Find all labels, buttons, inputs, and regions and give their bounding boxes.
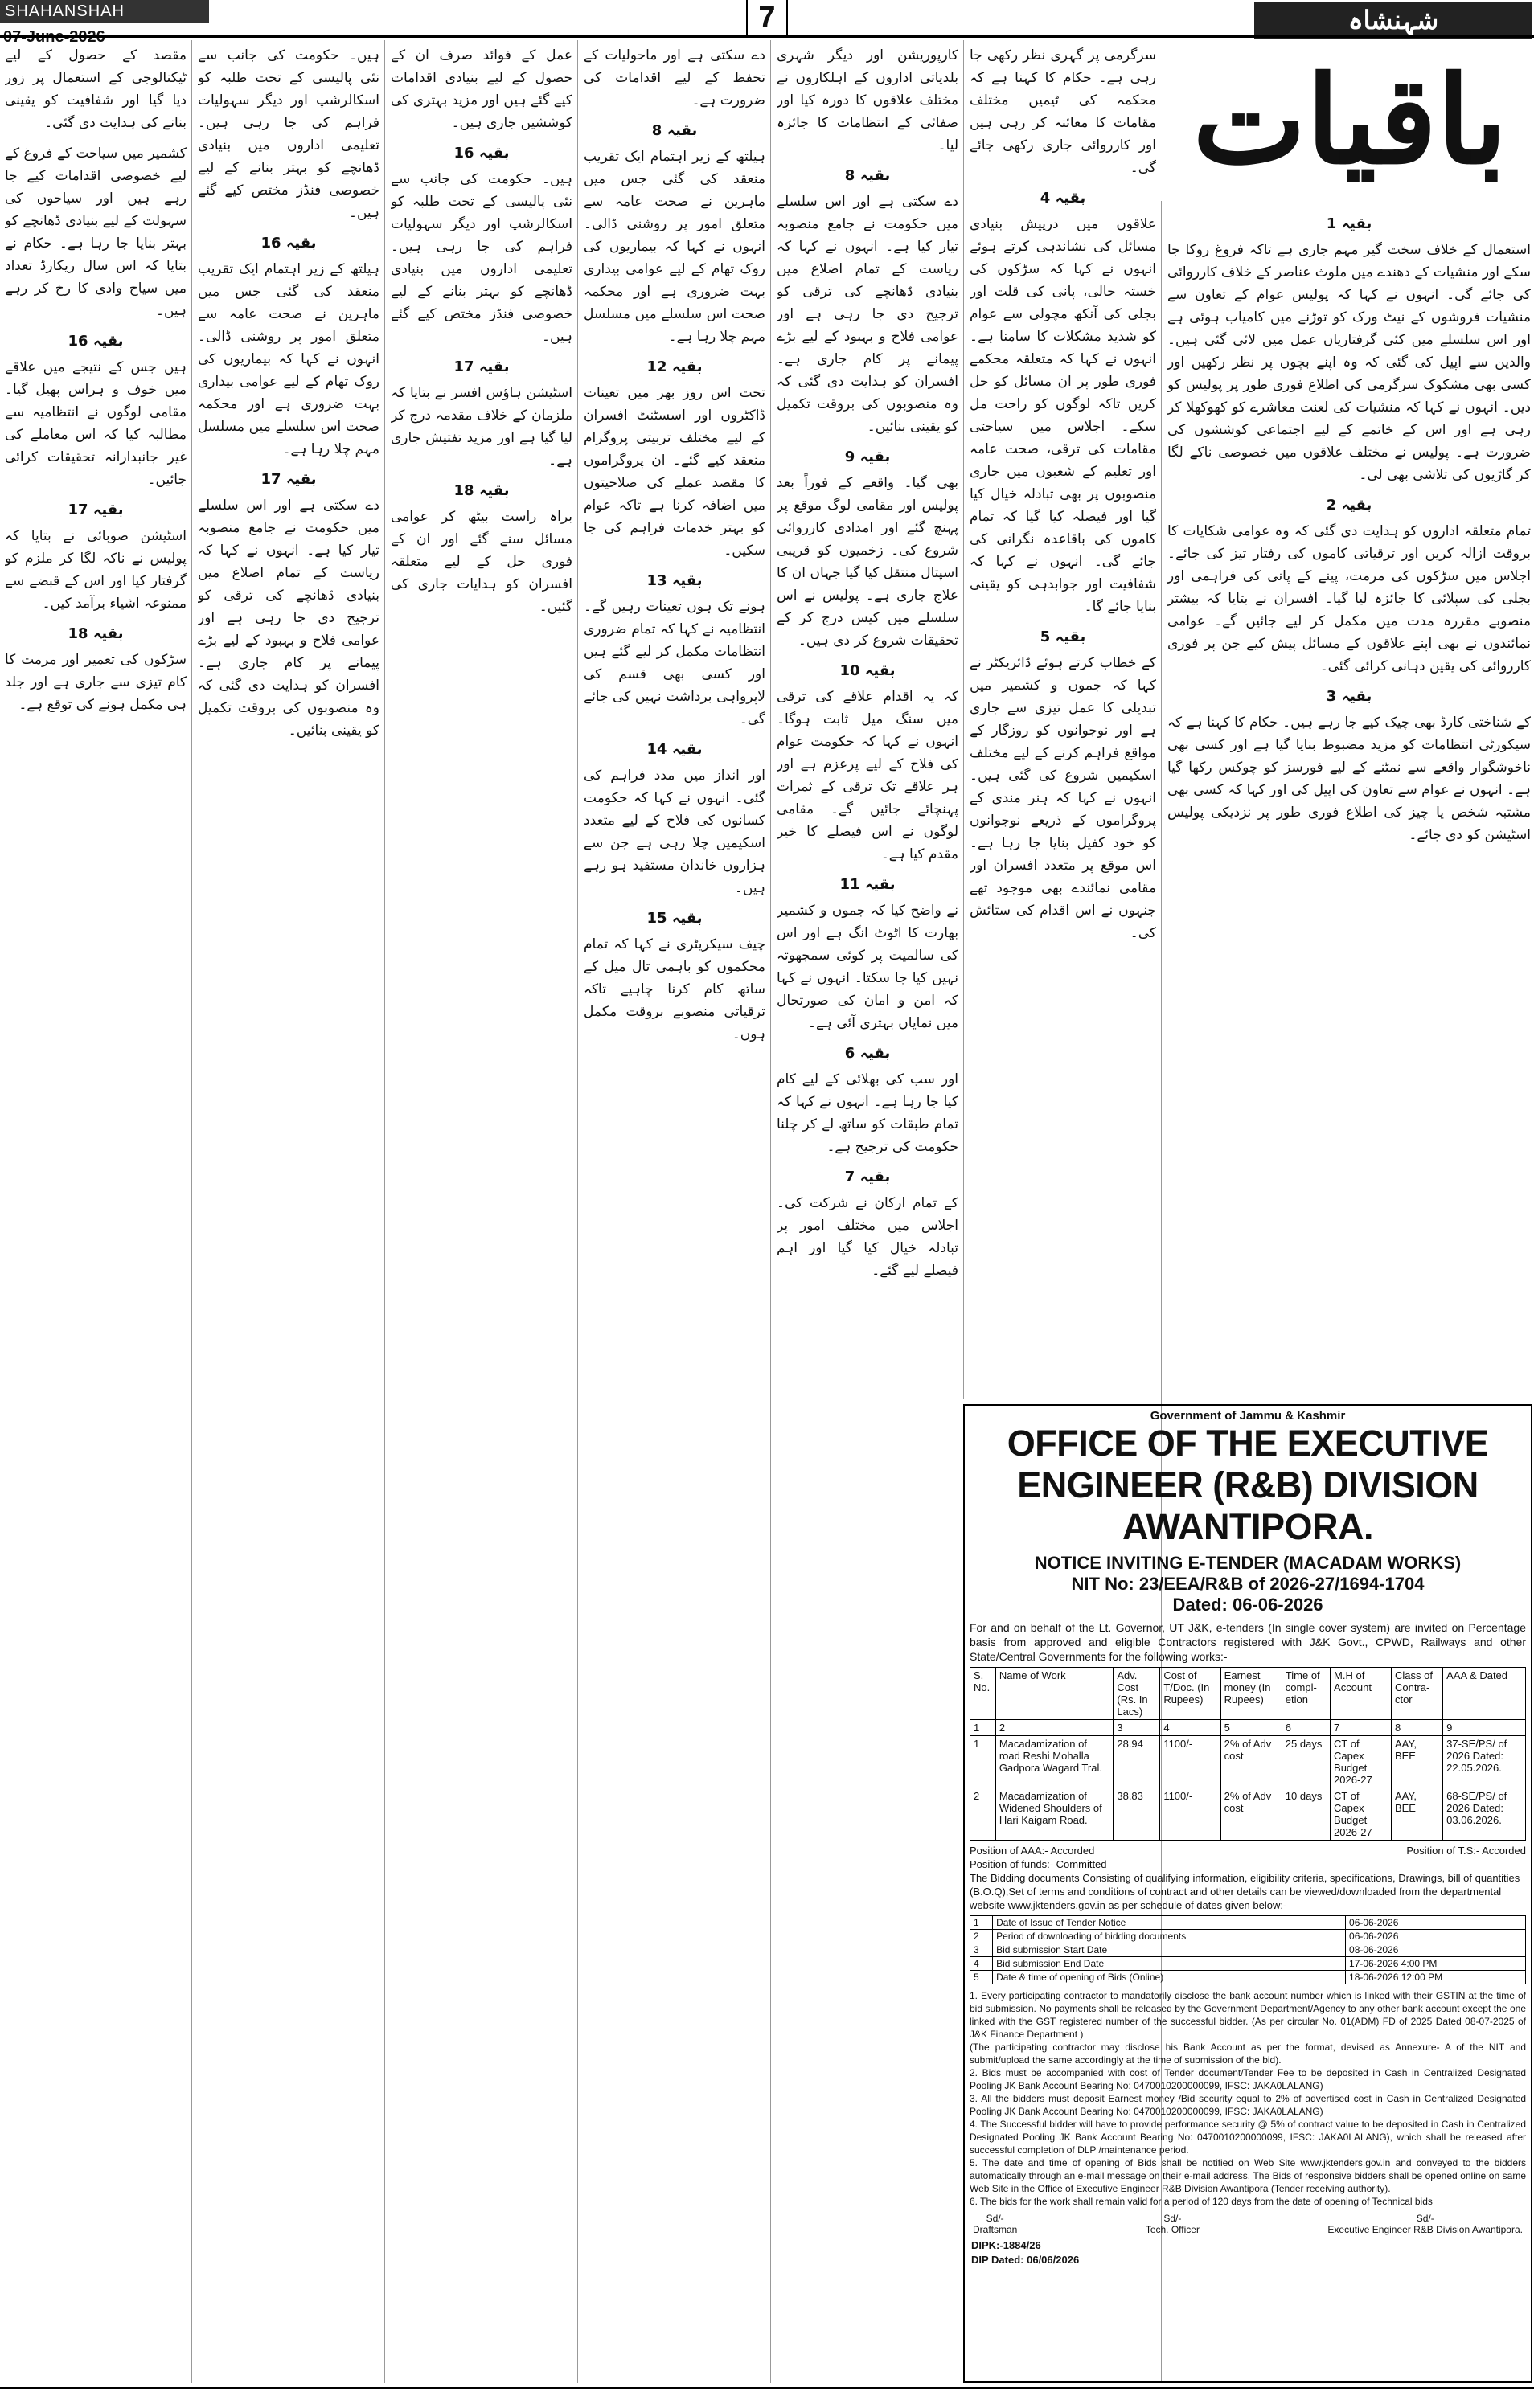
term-item: 2. Bids must be accompanied with cost of Tender document/Tender Fee to be deposited in Cash in Centralized Designated Pooling JK Bank Account Bearing No: 0470010200000099, IFSC: JAKA0LALANG) (970, 2067, 1526, 2091)
column-number: 4 (1160, 1720, 1220, 1736)
section-heading: بقیہ 11 (839, 876, 896, 893)
schedule-date: 08-06-2026 (1346, 1943, 1526, 1957)
schedule-no: 5 (970, 1971, 993, 1984)
section-body: براہ راست بیٹھ کر عوامی مسائل سنے گئے اور ان کے فوری حل کے لیے متعلقہ افسران کو ہدایات جاری کی گئیں۔ (391, 509, 572, 615)
article-column-4 (584, 44, 765, 2379)
section-heading: بقیہ 8 (651, 122, 698, 139)
table-cell: AAY, BEE (1391, 1736, 1442, 1788)
newspaper-name: SHAHANSHAH (0, 0, 209, 23)
footer-rule (0, 2387, 1534, 2389)
section-heading: بقیہ 4 (1040, 190, 1086, 207)
table-cell: 10 days (1282, 1788, 1330, 1841)
section-body: کے خطاب کرتے ہوئے ڈائریکٹر نے کہا کہ جموں و کشمیر میں تبدیلی کا عمل تیزی سے جاری ہے اور نوجوانوں کو روزگار کے مواقع فراہم کرنے کے لیے مختلف اسکیمیں شروع کی گئی ہیں۔ انہوں نے کہا کہ ہنر مندی کے پروگراموں کے ذریعے نوجوانوں کو خود کفیل بنایا جا رہا ہے۔ اس موقع پر متعدد افسران اور مقامی نمائندے بھی موجود تھے جنہوں نے اس اقدام کی ستائش کی۔ (970, 655, 1156, 941)
section-body: دے سکتی ہے اور ماحولیات کے تحفظ کے لیے اقدامات کی ضرورت ہے۔ (584, 47, 765, 109)
section-body: سرگرمی پر گہری نظر رکھی جا رہی ہے۔ حکام کا کہنا ہے کہ محکمہ کی ٹیمیں مختلف مقامات کا معائنہ کر رہی ہیں اور کارروائی جاری رکھی جائے گی۔ (970, 47, 1156, 176)
section-body: علاقوں میں درپیش بنیادی مسائل کی نشاندہی کرتے ہوئے انہوں نے کہا کہ سڑکوں کی خستہ حالی، پانی کی قلت اور بجلی کی آنکھ مچولی سے عوام کو شدید مشکلات کا سامنا ہے۔ انہوں نے کہا کہ متعلقہ محکمے فوری طور پر ان مسائل کو حل کریں تاکہ لوگوں کو راحت مل سکے۔ اجلاس میں سیاحتی مقامات کی ترقی، صحت عامہ اور تعلیم کے شعبوں میں جاری منصوبوں پر بھی تبادلہ خیال کیا گیا اور فیصلہ کیا گیا کہ تمام کاموں کی باقاعدہ نگرانی کی جائے گی۔ انہوں نے کہا کہ شفافیت اور جوابدہی کو یقینی بنایا جائے گا۔ (970, 216, 1156, 615)
table-cell: 28.94 (1114, 1736, 1160, 1788)
section-body: ہیں جس کے نتیجے میں علاقے میں خوف و ہراس پھیل گیا۔ مقامی لوگوں نے انتظامیہ سے مطالبہ کیا کہ اس معاملے کی غیر جانبدارانہ تحقیقات کرائی جائیں۔ (5, 359, 187, 488)
section-heading: بقیہ 16 (260, 235, 317, 252)
signature-sd: Sd/- (986, 2213, 1004, 2224)
section-headline: باقیات (1192, 50, 1507, 191)
signature-sd: Sd/- (1163, 2213, 1182, 2224)
table-header: S. No. (970, 1668, 996, 1720)
dip-date: DIP Dated: 06/06/2026 (971, 2254, 1080, 2266)
column-number: 9 (1443, 1720, 1526, 1736)
schedule-item: Date & time of opening of Bids (Online) (993, 1971, 1346, 1984)
section-heading: بقیہ 16 (453, 145, 510, 162)
table-cell: 1100/- (1160, 1736, 1220, 1788)
schedule-row (970, 1916, 1526, 1930)
table-header: Earnest money (In Rupees) (1220, 1668, 1282, 1720)
schedule-no: 1 (970, 1916, 993, 1930)
table-cell: 1100/- (1160, 1788, 1220, 1841)
table-row (970, 1788, 1526, 1841)
section-heading: بقیہ 12 (646, 358, 703, 375)
column-number: 3 (1114, 1720, 1160, 1736)
section-body: چیف سیکریٹری نے کہا کہ تمام محکموں کو باہمی تال میل کے ساتھ کام کرنا چاہیے تاکہ ترقیاتی منصوبے بروقت مکمل ہوں۔ (584, 936, 765, 1042)
section-body: اور سب کی بھلائی کے لیے کام کیا جا رہا ہے۔ انہوں نے کہا کہ تمام طبقات کو ساتھ لے کر چلنا حکومت کی ترجیح ہے۔ (777, 1071, 958, 1155)
signature (1327, 2213, 1523, 2235)
newspaper-logo: شہنشاہ (1254, 2, 1532, 39)
notice-intro: For and on behalf of the Lt. Governor, UT J&K, e-tenders (In single cover system) are invited on Percentage basis from approved and eligible Contractors registered with J&K Govt., CPWD, Railways and other State/Central Governments for the following works:- (970, 1621, 1526, 1663)
schedule-date: 18-06-2026 12:00 PM (1346, 1971, 1526, 1984)
column-divider (770, 40, 771, 2383)
term-item: 6. The bids for the work shall remain valid for a period of 120 days from the date of opening of Technical bids (970, 2196, 1433, 2207)
notice-date: Dated: 06-06-2026 (1172, 1595, 1323, 1615)
schedule-item: Period of downloading of bidding documents (993, 1930, 1346, 1943)
column-number: 7 (1331, 1720, 1392, 1736)
term-item: 4. The Successful bidder will have to provide performance security @ 5% of contract value to be deposited in Cash in Centralized Designated Pooling JK Bank Account Bearing No: 0470010200000099, IFSC: JAKA0LALANG), which shall be released after successful completion of DLP /maintenance period. (970, 2119, 1526, 2156)
signature-title: Draftsman (973, 2224, 1018, 2235)
position-funds: Position of funds:- Committed (970, 1858, 1107, 1870)
position-ts: Position of T.S:- Accorded (1406, 1845, 1526, 1857)
position-aaa: Position of AAA:- Accorded (970, 1845, 1095, 1857)
table-cell: 2% of Adv cost (1220, 1788, 1282, 1841)
article-column-5 (391, 44, 572, 2379)
column-number: 5 (1220, 1720, 1282, 1736)
table-header: Time of compl-etion (1282, 1668, 1330, 1720)
section-heading: بقیہ 1 (1326, 215, 1372, 232)
section-body: ہیں۔ حکومت کی جانب سے نئی پالیسی کے تحت طلبہ کو اسکالرشپ اور دیگر سہولیات فراہم کی جا رہی ہیں۔ تعلیمی اداروں میں بنیادی ڈھانچے کو بہتر بنانے کے لیے خصوصی فنڈز مختص کیے گئے ہیں۔ (391, 171, 572, 345)
bidding-docs-text: The Bidding documents Consisting of qualifying information, eligibility criteria, specifications, Drawings, bill of quantities (B.O.Q),Set of terms and conditions of contract and other details can be viewed/downloaded from the departmental website www.jktenders.gov.in as per schedule of dates given below:- (970, 1872, 1520, 1911)
section-heading: بقیہ 5 (1040, 629, 1086, 645)
section-body: ہیلتھ کے زیر اہتمام ایک تقریب منعقد کی گئی جس میں ماہرین نے صحت عامہ سے متعلق امور پر روشنی ڈالی۔ انہوں نے کہا کہ بیماریوں کی روک تھام کے لیے عوامی بیداری بہت ضروری ہے اور محکمہ صحت اس سلسلے میں مسلسل مہم چلا رہا ہے۔ (198, 261, 379, 457)
section-heading: بقیہ 2 (1326, 497, 1372, 514)
article-column-6 (5, 44, 187, 2379)
dip-reference (965, 2235, 1531, 2271)
column-number: 6 (1282, 1720, 1330, 1736)
table-cell: Macadamization of road Reshi Mohalla Gadpora Wagard Tral. (995, 1736, 1114, 1788)
schedule-row (970, 1971, 1526, 1984)
column-number: 1 (970, 1720, 996, 1736)
table-header: M.H of Account (1331, 1668, 1392, 1720)
column-divider (963, 40, 964, 1399)
section-heading: بقیہ 8 (844, 167, 891, 184)
section-heading: بقیہ 7 (844, 1169, 891, 1186)
table-cell: CT of Capex Budget 2026-27 (1331, 1788, 1392, 1841)
table-header: Class of Contra-ctor (1391, 1668, 1442, 1720)
table-header: Adv. Cost (Rs. In Lacs) (1114, 1668, 1160, 1720)
table-header-row (970, 1668, 1526, 1720)
table-header: AAA & Dated (1443, 1668, 1526, 1720)
section-heading: بقیہ 18 (453, 482, 510, 499)
schedule-item: Bid submission Start Date (993, 1943, 1346, 1957)
table-cell: 25 days (1282, 1736, 1330, 1788)
section-heading: بقیہ 18 (68, 625, 124, 642)
section-body: اور انداز میں مدد فراہم کی گئی۔ انہوں نے کہا کہ حکومت کسانوں کی فلاح کے لیے متعدد اسکیمیں چلا رہی ہے جن سے ہزاروں خاندان مستفید ہو رہے ہیں۔ (584, 768, 765, 896)
column-number: 2 (995, 1720, 1114, 1736)
schedule-row (970, 1943, 1526, 1957)
table-cell: Macadamization of Widened Shoulders of Hari Kaigam Road. (995, 1788, 1114, 1841)
article-column-7 (198, 44, 379, 2379)
schedule-no: 3 (970, 1943, 993, 1957)
nit-number: NIT No: 23/EEA/R&B of 2026-27/1694-1704 (1071, 1574, 1425, 1594)
header-rule (0, 35, 1534, 38)
term-item: 3. All the bidders must deposit Earnest money /Bid security equal to 2% of advertised cost in Cash in Centralized Designated Pooling JK Bank Account Bearing No: 0470010200000099, IFSC: JAKA0LALANG) (970, 2093, 1526, 2117)
section-heading: بقیہ 17 (260, 471, 317, 488)
government-label: Government of Jammu & Kashmir (1150, 1409, 1346, 1423)
section-heading: بقیہ 9 (844, 448, 891, 465)
section-body: ہونے تک ہوں تعینات رہیں گے۔ انتظامیہ نے کہا کہ تمام ضروری انتظامات مکمل کر لیے گئے ہیں اور کسی بھی قسم کی لاپرواہی برداشت نہیں کی جائے گی۔ (584, 599, 765, 727)
article-column-1 (1167, 205, 1531, 1394)
term-item: (The participating contractor may disclose his Bank Account as per the format, devised as Annexure- A of the NIT and submit/upload the same accordingly at the time of submission of the bid). (970, 2041, 1526, 2066)
section-heading: بقیہ 15 (646, 910, 703, 927)
term-item: 1. Every participating contractor to mandatorily disclose the bank account number which is linked with their GSTIN at the time of bid submission. No payments shall be released by the Government Department/Agency to any other bank account except the one linked with the GST registered number of the successful bidder. (As per circular No. 01(ADM) FD of 2025 Dated 08-07-2025 of J&K Finance Department ) (970, 1990, 1526, 2040)
table-cell: 38.83 (1114, 1788, 1160, 1841)
schedule-no: 2 (970, 1930, 993, 1943)
section-body: ہیلتھ کے زیر اہتمام ایک تقریب منعقد کی گئی جس میں ماہرین نے صحت عامہ سے متعلق امور پر روشنی ڈالی۔ انہوں نے کہا کہ بیماریوں کی روک تھام کے لیے عوامی بیداری بہت ضروری ہے اور محکمہ صحت اس سلسلے میں مسلسل مہم چلا رہا ہے۔ (584, 149, 765, 345)
schedule-date: 17-06-2026 4:00 PM (1346, 1957, 1526, 1971)
section-body: مقصد کے حصول کے لیے ٹیکنالوجی کے استعمال پر زور دیا گیا اور شفافیت کو یقینی بنانے کی ہدایت دی گئی۔ (5, 47, 187, 131)
signature-sd: Sd/- (1416, 2213, 1434, 2224)
signature (1146, 2213, 1200, 2235)
schedule-no: 4 (970, 1957, 993, 1971)
position-block (965, 1844, 1531, 1912)
article-column-3 (777, 44, 958, 2379)
section-body: عمل کے فوائد صرف ان کے حصول کے لیے بنیادی اقدامات کیے گئے ہیں اور مزید بہتری کی کوششیں جاری ہیں۔ (391, 47, 572, 131)
section-heading: بقیہ 17 (68, 502, 124, 518)
section-heading: بقیہ 10 (839, 662, 896, 679)
office-title: OFFICE OF THE EXECUTIVE ENGINEER (R&B) DIVISION AWANTIPORA. (1007, 1423, 1489, 1547)
table-cell: 1 (970, 1736, 996, 1788)
schedule-row (970, 1957, 1526, 1971)
tender-terms (965, 1988, 1531, 2209)
schedule-item: Date of Issue of Tender Notice (993, 1916, 1346, 1930)
table-cell: 37-SE/PS/ of 2026 Dated: 22.05.2026. (1443, 1736, 1526, 1788)
table-cell: 68-SE/PS/ of 2026 Dated: 03.06.2026. (1443, 1788, 1526, 1841)
signature-title: Tech. Officer (1145, 2224, 1200, 2235)
schedule-date: 06-06-2026 (1346, 1916, 1526, 1930)
page-number: 7 (746, 0, 788, 37)
schedule-row (970, 1930, 1526, 1943)
section-heading: بقیہ 17 (453, 358, 510, 375)
schedule-table (970, 1915, 1526, 1984)
signature-title: Executive Engineer R&B Division Awantipora. (1327, 2224, 1523, 2235)
dipk-number: DIPK:-1884/26 (971, 2239, 1041, 2251)
section-body: ہیں۔ حکومت کی جانب سے نئی پالیسی کے تحت طلبہ کو اسکالرشپ اور دیگر سہولیات فراہم کی جا رہی ہیں۔ تعلیمی اداروں میں بنیادی ڈھانچے کو بہتر بنانے کے لیے خصوصی فنڈز مختص کیے گئے ہیں۔ (198, 47, 379, 221)
table-header: Name of Work (995, 1668, 1114, 1720)
section-body: کشمیر میں سیاحت کے فروغ کے لیے خصوصی اقدامات کیے جا رہے ہیں اور سیاحوں کی سہولت کے لیے بنیادی ڈھانچے کو بہتر بنایا جا رہا ہے۔ حکام نے بتایا کہ اس سال ریکارڈ تعداد میں سیاح وادی کا رخ کر رہے ہیں۔ (5, 145, 187, 319)
column-divider (577, 40, 578, 2383)
section-body: کے شناختی کارڈ بھی چیک کیے جا رہے ہیں۔ حکام کا کہنا ہے کہ سیکورٹی انتظامات کو مزید مضبوط بنایا گیا ہے اور کسی بھی ناخوشگوار واقعے سے نمٹنے کے لیے فورسز کو چوکس رکھا گیا ہے۔ انہوں نے عوام سے تعاون کی اپیل کی اور کہا کہ کسی بھی مشتبہ شخص یا چیز کی اطلاع فوری طور پر نزدیکی پولیس اسٹیشن کو دی جائے۔ (1167, 715, 1531, 843)
section-heading: بقیہ 6 (844, 1045, 891, 1062)
column-divider (191, 40, 192, 2383)
section-body: کہ یہ اقدام علاقے کی ترقی میں سنگ میل ثابت ہوگا۔ انہوں نے کہا کہ حکومت عوام کی فلاح کے لیے پرعزم ہے اور ہر علاقے تک ترقی کے ثمرات پہنچائے جائیں گے۔ مقامی لوگوں نے اس فیصلے کا خیر مقدم کیا ہے۔ (777, 689, 958, 862)
table-header: Cost of T/Doc. (In Rupees) (1160, 1668, 1220, 1720)
table-cell: 2% of Adv cost (1220, 1736, 1282, 1788)
section-body: کے تمام ارکان نے شرکت کی۔ اجلاس میں مختلف امور پر تبادلہ خیال کیا گیا اور اہم فیصلے لیے گئے۔ (777, 1195, 958, 1279)
article-column-2 (970, 44, 1156, 1394)
notice-title: NOTICE INVITING E-TENDER (MACADAM WORKS) (1034, 1553, 1462, 1573)
tender-notice (963, 1404, 1532, 2383)
works-table (970, 1667, 1526, 1841)
signature (973, 2213, 1017, 2235)
table-row (970, 1736, 1526, 1788)
table-cell: 2 (970, 1788, 996, 1841)
section-heading: بقیہ 3 (1326, 688, 1372, 705)
term-item: 5. The date and time of opening of Bids shall be notified on Web Site www.jktenders.gov.in and conveyed to the bidders automatically through an e-mail message on their e-mail address. The Bids of responsive bidders shall be opened online on same Web Site in the Office of Executive Engineer R&B Division Awantipora (Tender receiving authority). (970, 2157, 1526, 2194)
table-cell: CT of Capex Budget 2026-27 (1331, 1736, 1392, 1788)
schedule-date: 06-06-2026 (1346, 1930, 1526, 1943)
section-heading: بقیہ 14 (646, 741, 703, 758)
section-body: اسٹیشن ہاؤس افسر نے بتایا کہ ملزمان کے خلاف مقدمہ درج کر لیا گیا ہے اور مزید تفتیش جاری ہے۔ (391, 385, 572, 469)
section-body: استعمال کے خلاف سخت گیر مہم جاری ہے تاکہ فروغ روکا جا سکے اور منشیات کے دھندے میں ملوث عناصر کے خلاف کارروائی کی جائے گی۔ انہوں نے کہا کہ پولیس عوام کے تعاون سے منشیات فروشوں کے نیٹ ورک کو توڑنے میں کامیاب ہوئی ہے اور اس سلسلے میں کئی گرفتاریاں عمل میں لائی گئی ہیں۔ والدین سے اپیل کی گئی کہ وہ اپنے بچوں پر نظر رکھیں اور کسی بھی مشکوک سرگرمی کی اطلاع فوری طور پر پولیس کو دیں۔ انہوں نے کہا کہ منشیات کی لعنت معاشرے کو کھوکھلا کر رہی ہے اور اس کے خاتمے کے لیے اجتماعی کوششوں کی ضرورت ہے۔ پولیس نے مختلف علاقوں میں خصوصی ناکے لگا کر گاڑیوں کی تلاشی بھی لی۔ (1167, 242, 1531, 483)
section-body: دے سکتی ہے اور اس سلسلے میں حکومت نے جامع منصوبہ تیار کیا ہے۔ انہوں نے کہا کہ ریاست کے تمام اضلاع میں بنیادی ڈھانچے کی ترقی کو ترجیح دی جا رہی ہے اور عوامی فلاح و بہبود کے لیے بڑے پیمانے پر کام جاری ہے۔ افسران کو ہدایت دی گئی کہ وہ منصوبوں کی بروقت تکمیل کو یقینی بنائیں۔ (198, 498, 379, 739)
column-number: 8 (1391, 1720, 1442, 1736)
section-body: بھی گیا۔ واقعے کے فوراً بعد پولیس اور مقامی لوگ موقع پر پہنچ گئے اور امدادی کارروائی شروع کی۔ زخمیوں کو قریبی اسپتال منتقل کیا گیا جہاں ان کا علاج جاری ہے۔ پولیس نے اس سلسلے میں کیس درج کر کے تحقیقات شروع کر دی ہیں۔ (777, 475, 958, 649)
section-body: تحت اس روز بھر میں تعینات ڈاکٹروں اور اسسٹنٹ افسران کے لیے مختلف تربیتی پروگرام منعقد کیے گئے۔ ان پروگراموں کا مقصد عملے کی صلاحیتوں میں اضافہ کرنا ہے تاکہ عوام کو بہتر خدمات فراہم کی جا سکیں۔ (584, 385, 765, 559)
column-number-row (970, 1720, 1526, 1736)
section-body: نے واضح کیا کہ جموں و کشمیر بھارت کا اٹوٹ انگ ہے اور اس کی سالمیت پر کوئی سمجھوتہ نہیں کیا جا سکتا۔ انہوں نے کہا کہ امن و امان کی صورتحال میں نمایاں بہتری آئی ہے۔ (777, 903, 958, 1031)
table-cell: AAY, BEE (1391, 1788, 1442, 1841)
section-body: کارپوریشن اور دیگر شہری بلدیاتی اداروں کے اہلکاروں نے مختلف علاقوں کا دورہ کیا اور صفائی کے انتظامات کا جائزہ لیا۔ (777, 47, 958, 154)
section-body: سڑکوں کی تعمیر اور مرمت کا کام تیزی سے جاری ہے اور جلد ہی مکمل ہونے کی توقع ہے۔ (5, 652, 187, 713)
column-divider (384, 40, 385, 2383)
section-heading: بقیہ 13 (646, 572, 703, 589)
section-body: اسٹیشن صوبائی نے بتایا کہ پولیس نے ناکہ لگا کر ملزم کو گرفتار کیا اور اس کے قبضے سے ممنوعہ اشیاء برآمد کیں۔ (5, 528, 187, 612)
section-body: تمام متعلقہ اداروں کو ہدایت دی گئی کہ وہ عوامی شکایات کا بروقت ازالہ کریں اور ترقیاتی کاموں کی رفتار تیز کی جائے۔ اجلاس میں سڑکوں کی مرمت، پینے کے پانی کی فراہمی اور بجلی کی سپلائی کا جائزہ لیا گیا۔ افسران نے بتایا کہ بیشتر منصوبے مقررہ مدت میں مکمل کر لیے جائیں گے۔ عوامی نمائندوں نے بھی اپنے علاقوں کے مسائل پیش کیے جن پر فوری کارروائی کی یقین دہانی کرائی گئی۔ (1167, 523, 1531, 674)
section-heading: بقیہ 16 (68, 333, 124, 350)
section-body: دے سکتی ہے اور اس سلسلے میں حکومت نے جامع منصوبہ تیار کیا ہے۔ انہوں نے کہا کہ ریاست کے تمام اضلاع میں بنیادی ڈھانچے کی ترقی کو ترجیح دی جا رہی ہے اور عوامی فلاح و بہبود کے لیے بڑے پیمانے پر کام جاری ہے۔ افسران کو ہدایت دی گئی کہ وہ منصوبوں کی بروقت تکمیل کو یقینی بنائیں۔ (777, 194, 958, 435)
signature-block (965, 2209, 1531, 2235)
schedule-item: Bid submission End Date (993, 1957, 1346, 1971)
